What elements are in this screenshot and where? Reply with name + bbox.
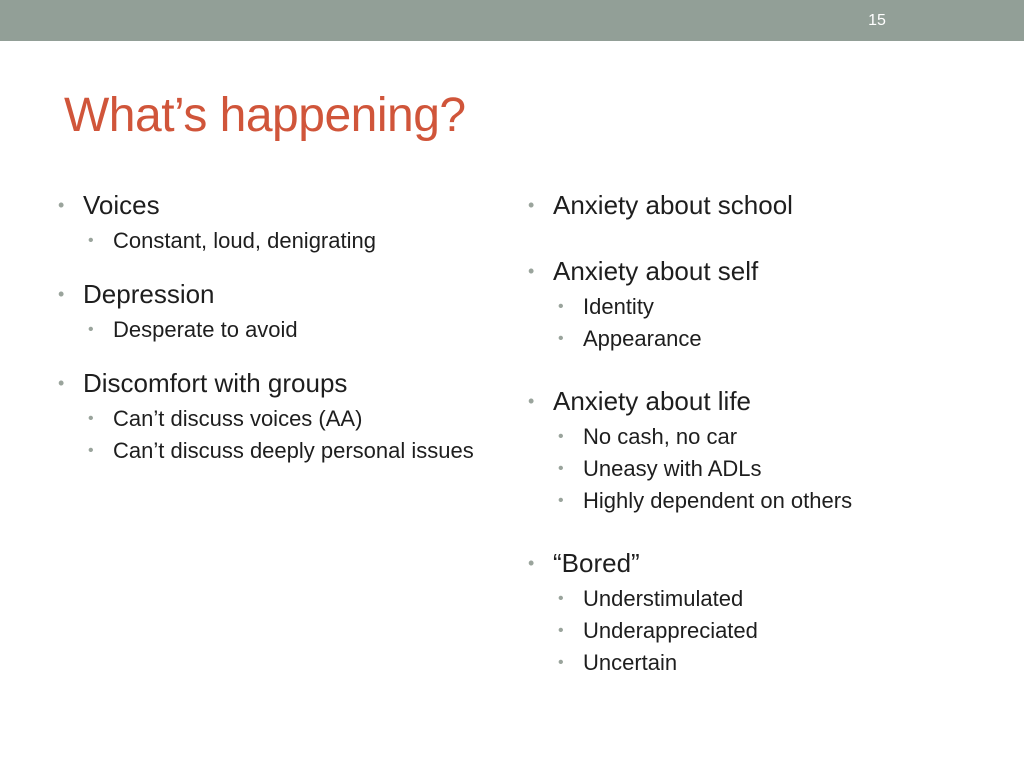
- bullet-group: [528, 254, 968, 352]
- bullet-item: [528, 384, 968, 418]
- bullet-icon: •: [88, 410, 94, 427]
- sub-list: [58, 228, 488, 254]
- sub-bullet-item: [558, 326, 968, 352]
- bullet-group: [528, 384, 968, 514]
- bullet-text: Depression: [83, 279, 215, 309]
- top-bar: [0, 0, 1024, 41]
- bullet-item: [528, 546, 968, 580]
- bullet-item: [528, 188, 968, 222]
- sub-bullet-item: [558, 424, 968, 450]
- slide-title: What’s happening?: [64, 89, 466, 142]
- sub-bullet-text: Underappreciated: [583, 618, 758, 643]
- sub-bullet-item: [88, 228, 488, 254]
- bullet-icon: •: [558, 590, 564, 607]
- bullet-icon: •: [558, 428, 564, 445]
- bullet-text: Anxiety about self: [553, 256, 759, 286]
- bullet-icon: •: [58, 195, 65, 215]
- sub-bullet-item: [558, 456, 968, 482]
- sub-bullet-text: Constant, loud, denigrating: [113, 228, 376, 253]
- sub-list: [528, 294, 968, 352]
- sub-list: [528, 424, 968, 514]
- bullet-text: Anxiety about life: [553, 386, 752, 416]
- sub-list: [58, 317, 488, 343]
- bullet-icon: •: [88, 321, 94, 338]
- left-column: [58, 188, 488, 487]
- bullet-item: [58, 277, 488, 311]
- bullet-icon: •: [558, 492, 564, 509]
- bullet-icon: •: [528, 195, 535, 215]
- sub-bullet-item: [558, 488, 968, 514]
- sub-bullet-text: Highly dependent on others: [583, 488, 853, 513]
- bullet-icon: •: [88, 232, 94, 249]
- bullet-text: Anxiety about school: [553, 190, 793, 220]
- sub-bullet-text: Can’t discuss deeply personal issues: [113, 438, 474, 463]
- sub-bullet-text: Can’t discuss voices (AA): [113, 406, 363, 431]
- slide-number: 15: [868, 12, 886, 29]
- bullet-icon: •: [528, 553, 535, 573]
- sub-bullet-text: Uncertain: [583, 650, 678, 675]
- bullet-item: [528, 254, 968, 288]
- bullet-group: [528, 188, 968, 222]
- sub-bullet-item: [558, 294, 968, 320]
- sub-bullet-text: Understimulated: [583, 586, 744, 611]
- sub-bullet-item: [558, 650, 968, 676]
- bullet-text: “Bored”: [553, 548, 640, 578]
- bullet-text: Discomfort with groups: [83, 368, 348, 398]
- sub-bullet-item: [558, 586, 968, 612]
- bullet-icon: •: [528, 391, 535, 411]
- bullet-icon: •: [558, 330, 564, 347]
- sub-bullet-item: [88, 438, 488, 464]
- bullet-text: Voices: [83, 190, 160, 220]
- bullet-icon: •: [88, 442, 94, 459]
- bullet-icon: •: [58, 284, 65, 304]
- bullet-group: [528, 546, 968, 676]
- bullet-group: [58, 188, 488, 254]
- sub-bullet-text: Appearance: [583, 326, 702, 351]
- bullet-icon: •: [558, 460, 564, 477]
- sub-list: [528, 586, 968, 676]
- bullet-item: [58, 188, 488, 222]
- sub-bullet-text: No cash, no car: [583, 424, 738, 449]
- bullet-group: [58, 366, 488, 464]
- sub-bullet-item: [88, 406, 488, 432]
- sub-bullet-text: Identity: [583, 294, 654, 319]
- right-column: [528, 188, 968, 708]
- sub-bullet-item: [558, 618, 968, 644]
- sub-bullet-item: [88, 317, 488, 343]
- bullet-icon: •: [558, 654, 564, 671]
- sub-bullet-text: Uneasy with ADLs: [583, 456, 762, 481]
- sub-bullet-text: Desperate to avoid: [113, 317, 298, 342]
- bullet-icon: •: [58, 373, 65, 393]
- bullet-group: [58, 277, 488, 343]
- bullet-icon: •: [558, 622, 564, 639]
- bullet-icon: •: [558, 298, 564, 315]
- bullet-icon: •: [528, 261, 535, 281]
- sub-list: [58, 406, 488, 464]
- bullet-item: [58, 366, 488, 400]
